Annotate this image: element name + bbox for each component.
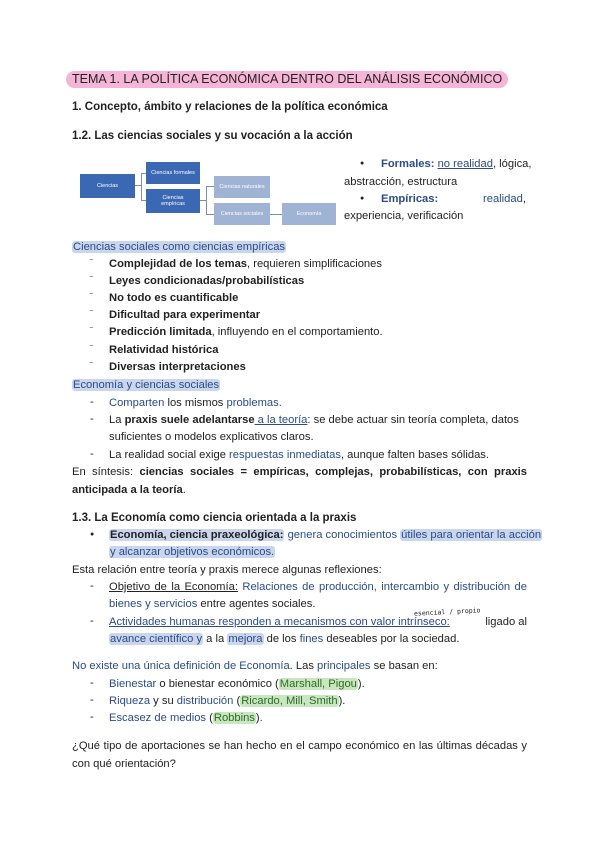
dash-marker: -: [90, 448, 94, 460]
heading-1-2: 1.2. Las ciencias sociales y su vocación a la acción: [72, 130, 353, 142]
list-marker-icon: ⁻: [89, 359, 94, 369]
list-item: Comparten los mismos problemas.: [109, 397, 282, 409]
list-item: La praxis suele adelantarse a la teoría: se debe actuar sin teoría completa, datos: [109, 414, 519, 426]
sintesis-line2: anticipada a la teoría.: [72, 484, 186, 496]
def-item-3: Escasez de medios (Robbins).: [109, 712, 263, 724]
list-item: Complejidad de los temas, requieren simplificaciones: [109, 258, 382, 270]
pregunta-line2: con qué orientación?: [72, 758, 176, 770]
side-empiricas-label: Empíricas:: [381, 193, 439, 205]
heading-1-3: 1.3. La Economía como ciencia orientada a la praxis: [72, 512, 357, 524]
bullet-icon: ●: [360, 195, 365, 202]
dash-marker: -: [90, 615, 94, 627]
dash-marker: -: [90, 396, 94, 408]
list-item: La realidad social exige respuestas inmediatas, aunque falten bases sólidas.: [109, 449, 489, 461]
diagram-economia-box: Economía: [282, 203, 336, 225]
dash-marker: -: [90, 694, 94, 706]
def-item-2: Riqueza y su distribución (Ricardo, Mill, Smith).: [109, 695, 346, 707]
diagram-empiricas-line2: empíricas: [161, 201, 185, 207]
praxeo-line1: Economía, ciencia praxeológica: genera conocimientos útiles para orientar la acción: [110, 529, 542, 541]
list-marker-icon: ⁻: [89, 307, 94, 317]
diagram-formales-box: Ciencias formales: [146, 162, 200, 184]
list-item-continuation: suficientes o modelos explicativos claros.: [109, 431, 314, 443]
definicion-line: No existe una única definición de Economía. Las principales se basan en:: [72, 660, 438, 672]
section-heading: Ciencias sociales como ciencias empíricas: [73, 241, 286, 253]
list-item: Relatividad histórica: [109, 344, 219, 356]
dash-marker: -: [90, 677, 94, 689]
diagram-connector: [270, 214, 282, 215]
section-heading: Economía y ciencias sociales: [73, 379, 220, 391]
list-marker-icon: ⁻: [89, 324, 94, 334]
list-marker-icon: ⁻: [89, 273, 94, 283]
list-item: Diversas interpretaciones: [109, 361, 246, 373]
handwritten-note: esencial / propio: [413, 606, 481, 618]
sintesis-line1: En síntesis: ciencias sociales = empíricas, complejas, probabilísticas, con praxis: [72, 466, 528, 478]
diagram-empiricas-box: [146, 189, 200, 213]
side-empiricas-line2: experiencia, verificación: [344, 210, 464, 222]
diagram-connector: [141, 173, 142, 200]
diagram-ciencias-box: Ciencias: [80, 174, 135, 198]
list-item: Leyes condicionadas/probabilísticas: [109, 275, 305, 287]
relacion-text: Esta relación entre teoría y praxis merece algunas reflexiones:: [72, 564, 382, 576]
list-item: Dificultad para experimentar: [109, 309, 261, 321]
list-item: No todo es cuantificable: [109, 292, 239, 304]
praxeo-line2: y alcanzar objetivos económicos.: [110, 546, 275, 558]
def-item-1: Bienestar o bienestar económico (Marshall, Pigou).: [109, 678, 365, 690]
reflex-1-line1: Objetivo de la Economía: Relaciones de producción, intercambio y distribución de: [109, 581, 528, 593]
bullet-icon: ●: [90, 531, 95, 538]
list-marker-icon: ⁻: [89, 290, 94, 300]
diagram-naturales-box: Ciencias naturales: [214, 176, 270, 198]
diagram-connector: [206, 186, 214, 187]
page-title: TEMA 1. LA POLÍTICA ECONÓMICA DENTRO DEL ANÁLISIS ECONÓMICO: [66, 72, 508, 86]
reflex-2-line2: avance científico y a la mejora de los fines deseables por la sociedad.: [110, 633, 460, 645]
bullet-icon: ●: [360, 160, 365, 167]
list-item: Predicción limitada, influyendo en el comportamiento.: [109, 326, 383, 338]
dash-marker: -: [90, 413, 94, 425]
side-formales-line1: Formales: no realidad, lógica,: [381, 158, 532, 170]
reflex-1-line2: bienes y servicios entre agentes sociales.: [109, 598, 316, 610]
pregunta-line1: ¿Qué tipo de aportaciones se han hecho en el campo económico en las últimas décadas y: [72, 740, 527, 752]
diagram-empiricas-line1: Ciencias: [162, 194, 184, 201]
side-formales-line2: abstracción, estructura: [344, 176, 458, 188]
diagram-connector: [206, 186, 207, 214]
diagram-sociales-box: Ciencias sociales: [214, 203, 270, 225]
dash-marker: -: [90, 711, 94, 723]
reflex-2-line1: Actividades humanas responden a mecanismos con valor intrínseco: ligado al: [109, 616, 527, 628]
heading-1: 1. Concepto, ámbito y relaciones de la política económica: [72, 101, 388, 113]
side-empiricas-value: realidad,: [483, 193, 526, 205]
diagram-connector: [206, 214, 214, 215]
dash-marker: -: [90, 580, 94, 592]
list-marker-icon: ⁻: [89, 256, 94, 266]
list-marker-icon: ⁻: [89, 342, 94, 352]
